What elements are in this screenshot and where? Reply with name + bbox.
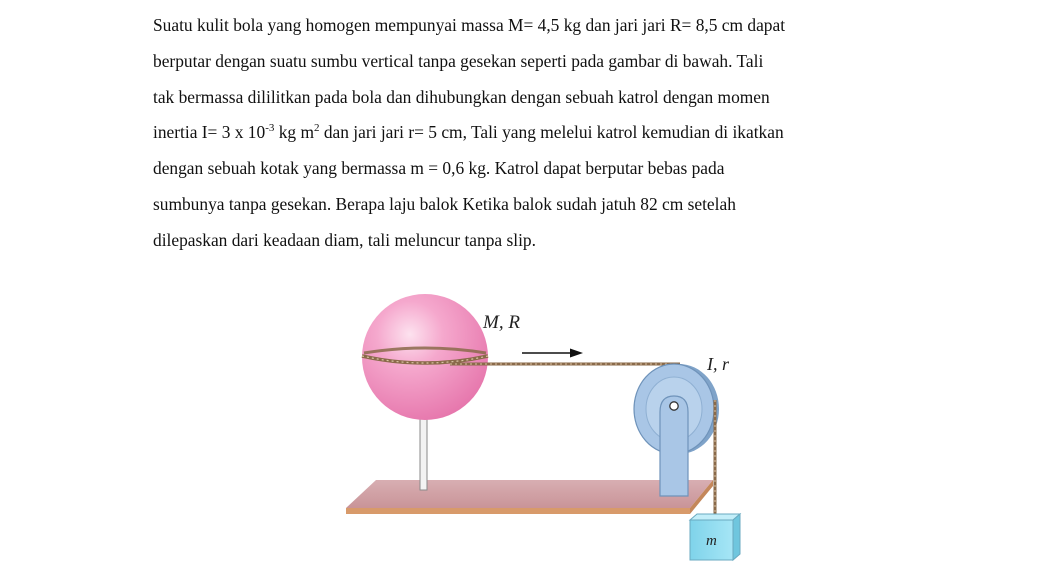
problem-line-2: berputar dengan suatu sumbu vertical tanpa gesekan seperti pada gambar di bawah. Tali bbox=[153, 50, 764, 71]
problem-line-6: sumbunya tanpa gesekan. Berapa laju balok Ketika balok sudah jatuh 82 cm setelah bbox=[153, 193, 736, 214]
problem-line-5: dengan sebuah kotak yang bermassa m = 0,6 kg. Katrol dapat berputar bebas pada bbox=[153, 158, 725, 179]
sphere-axle bbox=[420, 418, 427, 490]
inertia-unit: kg m bbox=[274, 122, 314, 143]
pulley-axle bbox=[670, 402, 678, 410]
pulley-label: I, r bbox=[707, 354, 729, 374]
problem-line-1: Suatu kulit bola yang homogen mempunyai massa M= 4,5 kg dan jari jari R= 8,5 cm dapat bbox=[153, 15, 786, 35]
base-platform-top bbox=[346, 480, 713, 508]
block-top bbox=[690, 514, 740, 520]
unit-exponent: 2 bbox=[314, 122, 320, 135]
block-label: m bbox=[706, 533, 717, 549]
block-side bbox=[733, 514, 740, 560]
problem-line-7: dilepaskan dari keadaan diam, tali meluncur tanpa slip. bbox=[153, 229, 536, 250]
sphere-label: M, R bbox=[483, 312, 520, 333]
motion-arrow-head bbox=[570, 349, 583, 358]
inertia-exponent: -3 bbox=[265, 122, 275, 135]
base-platform-edge bbox=[346, 508, 690, 514]
sphere bbox=[362, 294, 488, 420]
problem-line-3: tak bermassa dililitkan pada bola dan dihubungkan dengan sebuah katrol dengan momen bbox=[153, 86, 770, 107]
inertia-text: inertia I= 3 x 10 bbox=[153, 122, 266, 143]
pulley-stand bbox=[660, 396, 688, 496]
radius-text: dan jari jari r= 5 cm, Tali yang melelui katrol kemudian di ikatkan bbox=[319, 122, 784, 143]
